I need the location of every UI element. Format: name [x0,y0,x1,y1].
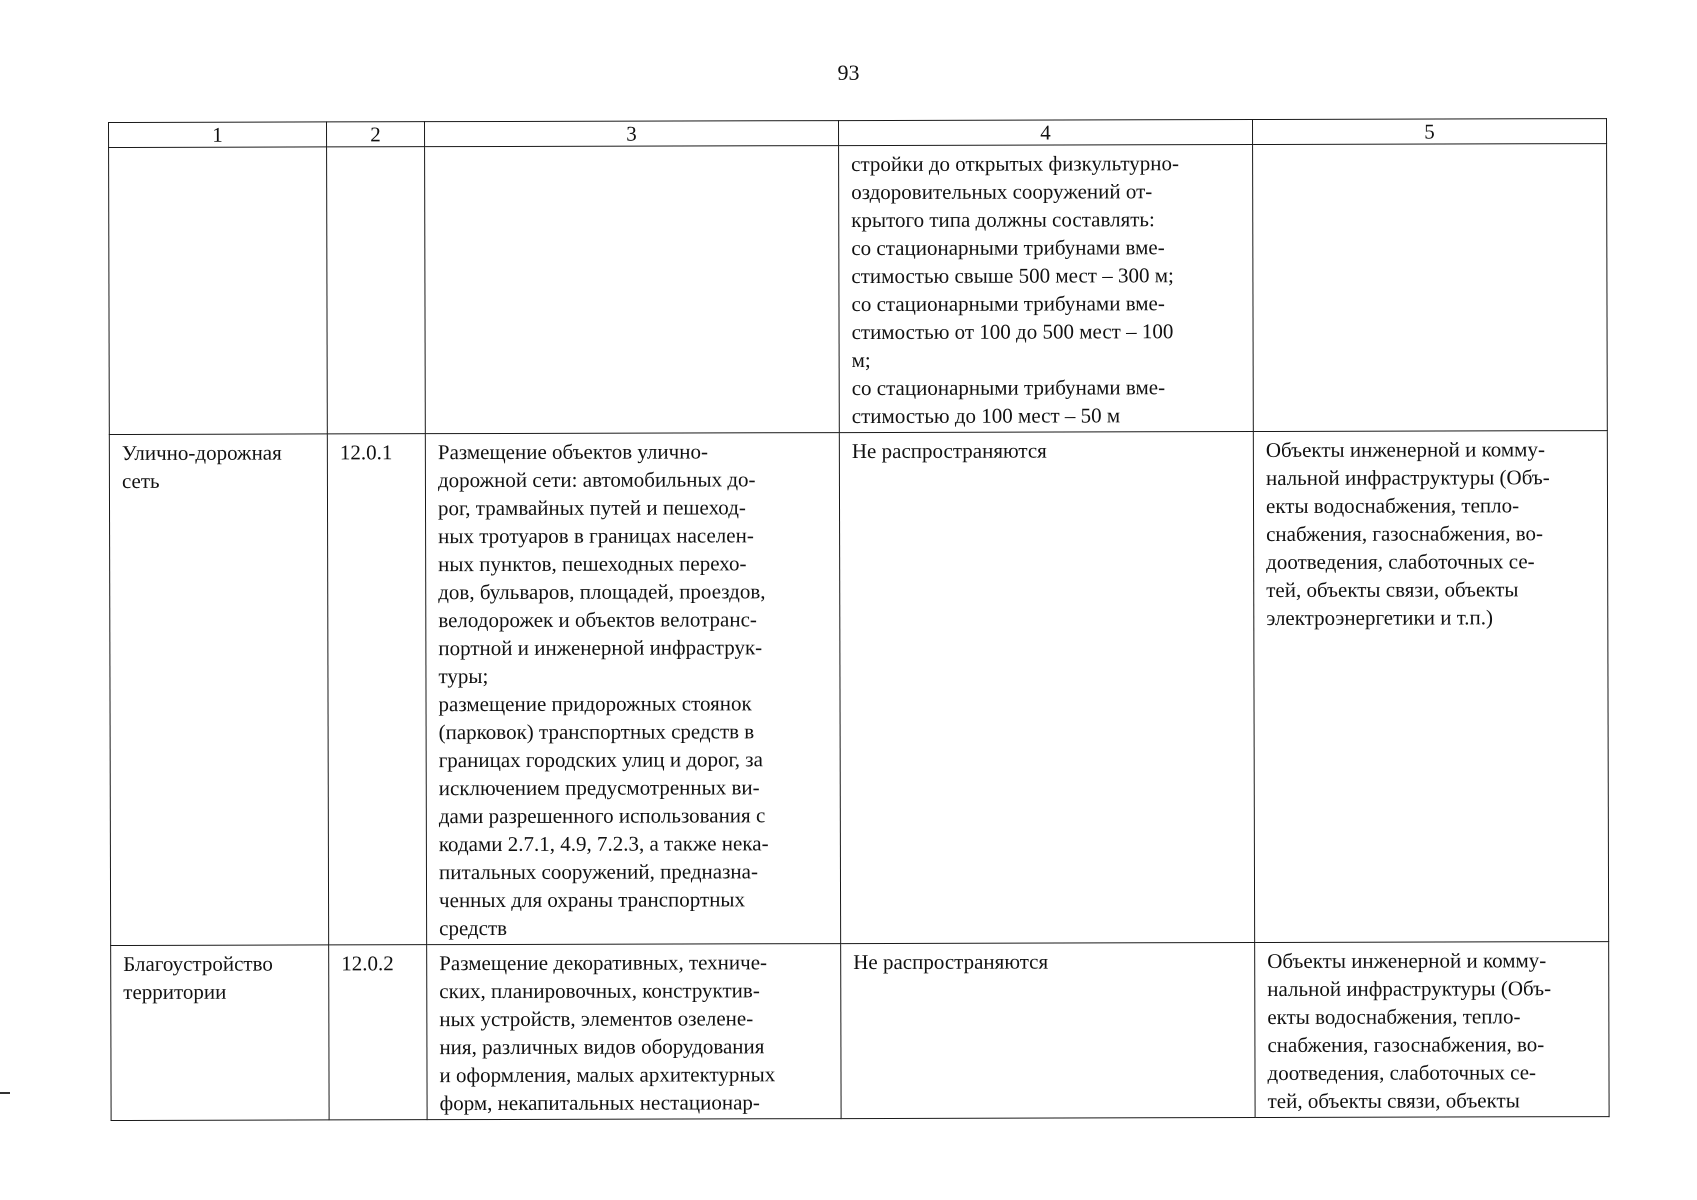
cell-use-name: Благоустройство территории [111,945,329,1121]
cell-use-code [327,147,426,434]
cell-parameters: стройки до открытых физкультурно- оздоровительных сооружений от- крытого типа должны составлять: со стационарными трибунами вме- стимостью свыше 500 мест – 300 м; со стационарными трибунами вме- стимостью от 100 до 500 мест – 100 м; со стационарными трибунами вме- стимостью до 100 мест – 50 м [839,145,1254,433]
cell-use-description: Размещение декоративных, техниче- ских, планировочных, конструктив- ных устройств, элементов озелене- ния, различных видов оборудования и оформления, малых архитектурных форм, некапитальных нестационар- [427,944,841,1120]
cell-parameters: Не распространяются [839,432,1254,944]
table-row [109,144,1608,435]
column-header-1: 1 [109,122,327,148]
cell-use-description: Размещение объектов улично- дорожной сети: автомобильных до- рог, трамвайных путей и пешеход- ных тротуаров в границах населен- ных пунктов, пешеходных перехо- дов, бульваров, площадей, проездов, велодорожек и объектов велотранс- портной и инженерной инфраструк- туры; размещение придорожных стоянок (парковок) транспортных средств в границах городских улиц и дорог, за исключением предусмотренных ви- дами разрешенного использования с кодами 2.7.1, 4.9, 7.2.3, а также нека- питальных сооружений, предназна- ченных для охраны транспортных средств [425,433,840,945]
column-header-3: 3 [425,121,839,147]
cell-use-name: Улично-дорожная сеть [109,434,328,946]
cell-use-code: 12.0.1 [327,434,426,945]
column-header-4: 4 [838,120,1252,146]
cell-use-description [425,146,840,434]
column-header-5: 5 [1252,119,1606,145]
cell-objects [1253,144,1608,432]
page-number: 93 [837,60,860,85]
table-row [111,942,1609,1121]
header-row [109,119,1607,148]
column-header-2: 2 [327,122,425,147]
zoning-table [108,118,1610,1121]
cell-parameters: Не распространяются [841,943,1255,1119]
margin-mark [0,1092,10,1094]
cell-objects: Объекты инженерной и комму- нальной инфраструктуры (Объ- екты водоснабжения, тепло- снабжения, газоснабжения, во- доотведения, слаботочных се- тей, объекты связи, объекты электроэнергетики и т.п.) [1253,431,1608,943]
cell-use-name [109,147,328,435]
cell-objects: Объекты инженерной и комму- нальной инфраструктуры (Объ- екты водоснабжения, тепло- снабжения, газоснабжения, во- доотведения, слаботочных се- тей, объекты связи, объекты [1255,942,1609,1118]
cell-use-code: 12.0.2 [329,945,427,1120]
table-row [109,431,1608,946]
